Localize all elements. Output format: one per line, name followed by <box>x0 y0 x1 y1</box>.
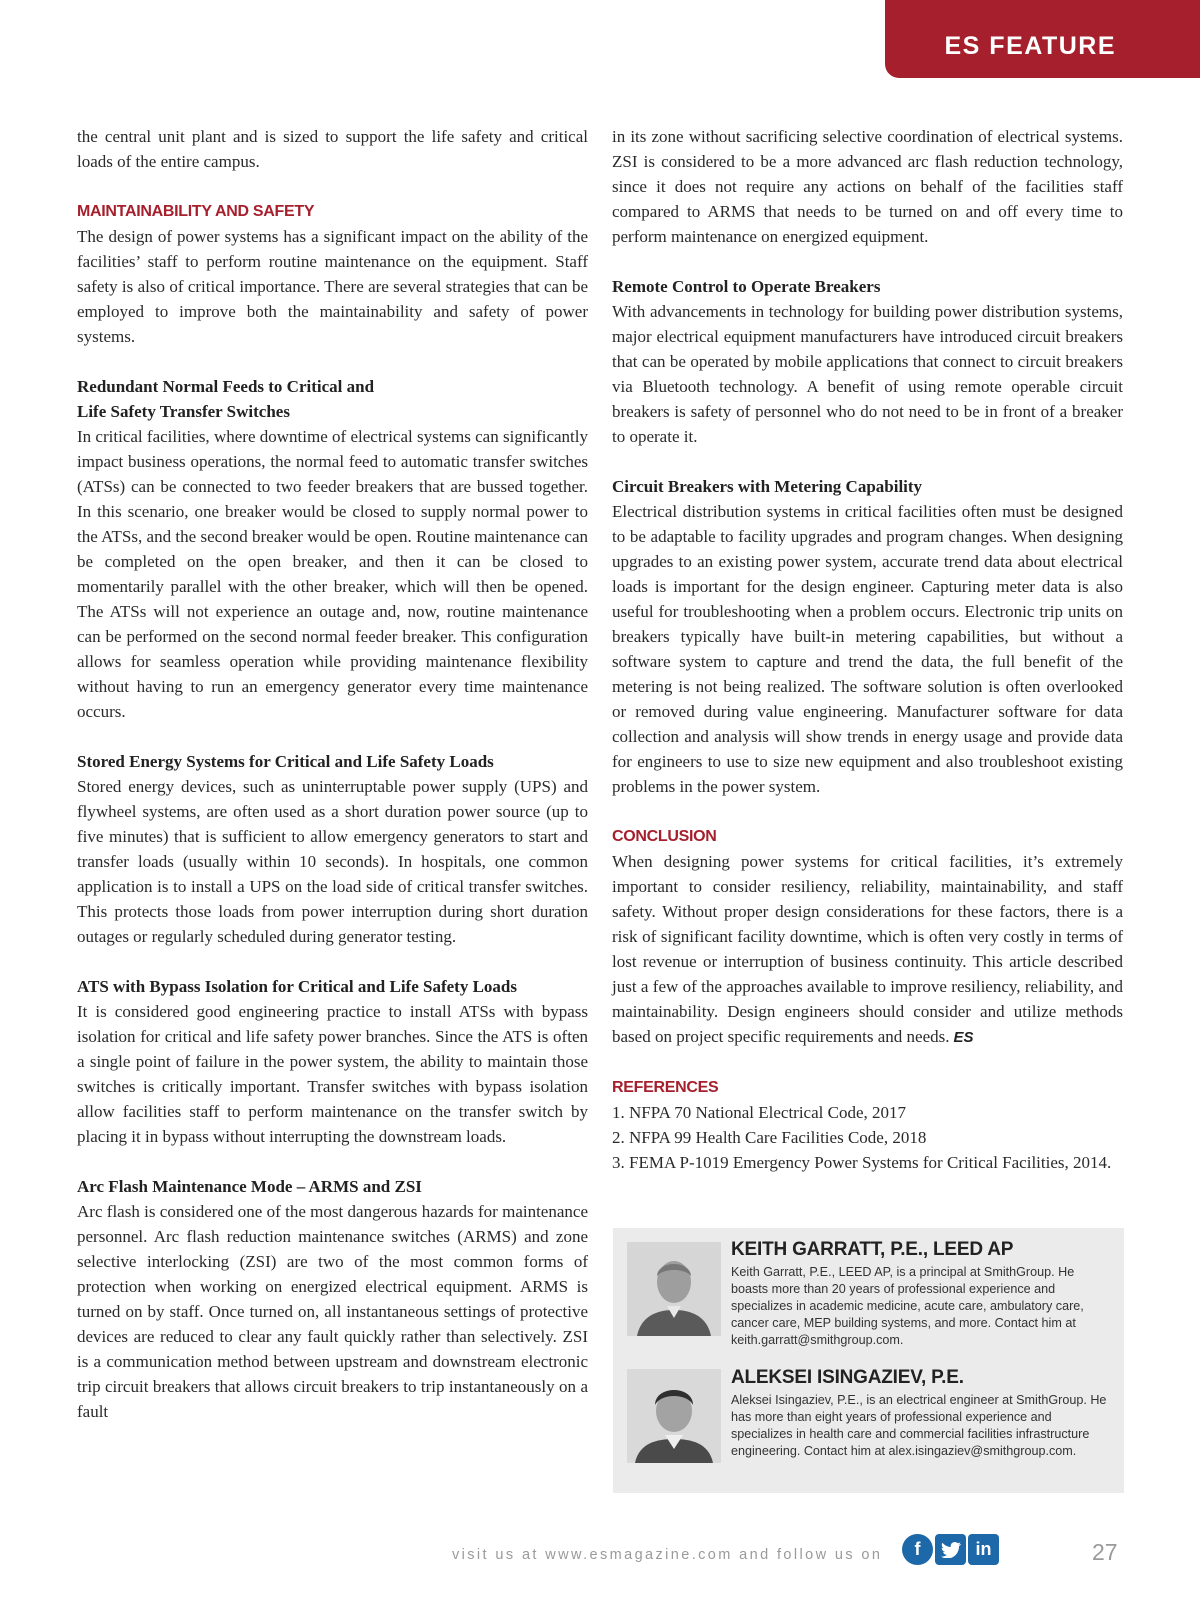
author-photo-isingaziev <box>627 1369 721 1463</box>
person-silhouette-icon <box>627 1242 721 1336</box>
references-heading: REFERENCES <box>612 1079 719 1096</box>
es-end-mark: ES <box>953 1029 974 1046</box>
redundant-heading-line-1: Redundant Normal Feeds to Critical and <box>77 377 375 396</box>
redundant-paragraph: In critical facilities, where downtime of electrical systems can significantly impact business operations, the normal feed to automatic transfer switches (ATSs) can be connected to two feeder breakers that are bussed together. In this scenario, one breaker would be closed to supply normal power to the ATSs, and the second breaker would be open. Routine maintenance can be completed on the open breaker, and then it can be closed to momentarily parallel with the other breaker, which will then be opened. The ATSs will not experience an outage and, now, routine maintenance can be performed on the second normal feeder breaker. This configuration allows for seamless operation while providing maintenance flexibility without having to run an emergency generator every time maintenance occurs. <box>77 427 588 721</box>
stored-energy-heading: Stored Energy Systems for Critical and Life Safety Loads <box>77 752 494 771</box>
social-links <box>902 1534 1001 1565</box>
remote-control-heading: Remote Control to Operate Breakers <box>612 277 881 296</box>
intro-paragraph: the central unit plant and is sized to support the life safety and critical loads of the entire campus. <box>77 127 588 171</box>
conclusion-heading: CONCLUSION <box>612 828 717 845</box>
ats-bypass-heading: ATS with Bypass Isolation for Critical and Life Safety Loads <box>77 977 517 996</box>
author-bio-text: Aleksei Isingaziev, P.E., is an electrical engineer at SmithGroup. He has more than eight years of professional experience and specializes in health care and commercial facilities infrastructure engineering. Contact him at alex.isingaziev@smithgroup.com. <box>731 1393 1107 1458</box>
person-silhouette-icon <box>627 1369 721 1463</box>
page-number: 27 <box>1092 1539 1118 1565</box>
arc-flash-paragraph: Arc flash is considered one of the most dangerous hazards for maintenance personnel. Arc flash reduction maintenance switches (ARMS) and zone selective interlocking (ZSI) are two of the most common forms of protection when working on energized electrical equipment. ARMS is turned on by staff. Once turned on, all instantaneous settings of protective devices are reduced to clear any fault quickly rather than selectively. ZSI is a communication method between upstream and downstream electronic trip circuit breakers that allows circuit breakers to trip instantaneously on a fault <box>77 1202 588 1421</box>
section-tab <box>885 0 1200 78</box>
maintainability-heading: MAINTAINABILITY AND SAFETY <box>77 203 315 220</box>
section-tab-label: ES FEATURE <box>944 32 1116 60</box>
arc-flash-heading: Arc Flash Maintenance Mode – ARMS and ZSI <box>77 1177 422 1196</box>
facebook-icon[interactable]: f <box>902 1534 933 1565</box>
conclusion-paragraph <box>612 849 1123 1050</box>
ats-bypass-paragraph: It is considered good engineering practice to install ATSs with bypass isolation for critical and life safety power branches. Since the ATS is often a single point of failure in the power system, the ability to maintain those switches is critically important. Transfer switches with bypass isolation allow facilities staff to perform maintenance on the transfer switch by placing it in bypass without interrupting the downstream loads. <box>77 1002 588 1146</box>
maintainability-paragraph: The design of power systems has a significant impact on the ability of the facilities’ staff to perform routine maintenance on the equipment. Staff safety is also of critical importance. There are several strategies that can be employed to improve both the maintainability and safety of power systems. <box>77 227 588 346</box>
linkedin-icon[interactable]: in <box>968 1534 999 1565</box>
reference-item: 2. NFPA 99 Health Care Facilities Code, 2018 <box>612 1128 927 1147</box>
reference-item: 3. FEMA P-1019 Emergency Power Systems for Critical Facilities, 2014. <box>612 1153 1112 1172</box>
redundant-heading-line-2: Life Safety Transfer Switches <box>77 402 290 421</box>
twitter-bird-icon <box>941 1542 961 1558</box>
metering-paragraph: Electrical distribution systems in critical facilities often must be designed to be adaptable to facility upgrades and program changes. When designing upgrades to an existing power system, accurate trend data about electrical loads is important for the design engineer. Capturing meter data is also useful for troubleshooting when a problem occurs. Electronic trip units on breakers typically have built-in metering capabilities, but without a software system to capture and trend the data, the full benefit of the metering is not being realized. The software solution is often overlooked or removed during value engineering. Manufacturer software for data collection and analysis will show trends in energy usage and provide data for engineers to use to size new equipment and also troubleshoot existing problems in the power system. <box>612 502 1123 796</box>
redundant-heading <box>77 374 588 424</box>
metering-heading: Circuit Breakers with Metering Capability <box>612 477 923 496</box>
zsi-continued-paragraph: in its zone without sacrificing selective coordination of electrical systems. ZSI is considered to be a more advanced arc flash reduction technology, since it does not require any actions on behalf of the facilities staff compared to ARMS that needs to be turned on and off every time to perform maintenance on energized equipment. <box>612 127 1123 246</box>
author-photo-garratt <box>627 1242 721 1336</box>
author-bio-box <box>613 1228 1124 1493</box>
twitter-icon[interactable] <box>935 1534 966 1565</box>
author-name: KEITH GARRATT, P.E., LEED AP <box>731 1239 1014 1260</box>
author-bio-text: Keith Garratt, P.E., LEED AP, is a principal at SmithGroup. He boasts more than 20 years of professional experience and specializes in academic medicine, acute care, ambulatory care, cancer care, MEP building systems, and more. Contact him at keith.garratt@smithgroup.com. <box>731 1265 1084 1347</box>
reference-item: 1. NFPA 70 National Electrical Code, 2017 <box>612 1103 907 1122</box>
left-column <box>77 124 588 1424</box>
author-bio-isingaziev <box>731 1366 1111 1460</box>
footer-text: visit us at www.esmagazine.com and follow us on <box>452 1547 883 1563</box>
conclusion-text: When designing power systems for critical facilities, it’s extremely important to consider resiliency, reliability, maintainability, and staff safety. Without proper design considerations for these factors, there is a risk of significant facility downtime, which is often very costly in terms of lost revenue or interruption of business continuity. This article described just a few of the approaches available to improve resiliency, reliability, and maintainability. Design engineers should consider and utilize methods based on project specific requirements and needs. <box>612 852 1123 1046</box>
author-bio-garratt <box>731 1238 1111 1349</box>
stored-energy-paragraph: Stored energy devices, such as uninterruptable power supply (UPS) and flywheel systems, are often used as a short duration power source (up to five minutes) that is sufficient to allow emergency generators to start and transfer loads (usually within 10 seconds). In hospitals, one common application is to install a UPS on the load side of critical transfer switches. This protects those loads from power interruption during short duration outages or regularly scheduled during generator testing. <box>77 777 588 946</box>
right-column <box>612 124 1123 1175</box>
author-name: ALEKSEI ISINGAZIEV, P.E. <box>731 1367 964 1388</box>
remote-control-paragraph: With advancements in technology for building power distribution systems, major electrical equipment manufacturers have introduced circuit breakers that can be operated by mobile applications that connect to circuit breakers via Bluetooth technology. A benefit of using remote operable circuit breakers is safety of personnel who do not need to be in front of a breaker to operate it. <box>612 302 1123 446</box>
